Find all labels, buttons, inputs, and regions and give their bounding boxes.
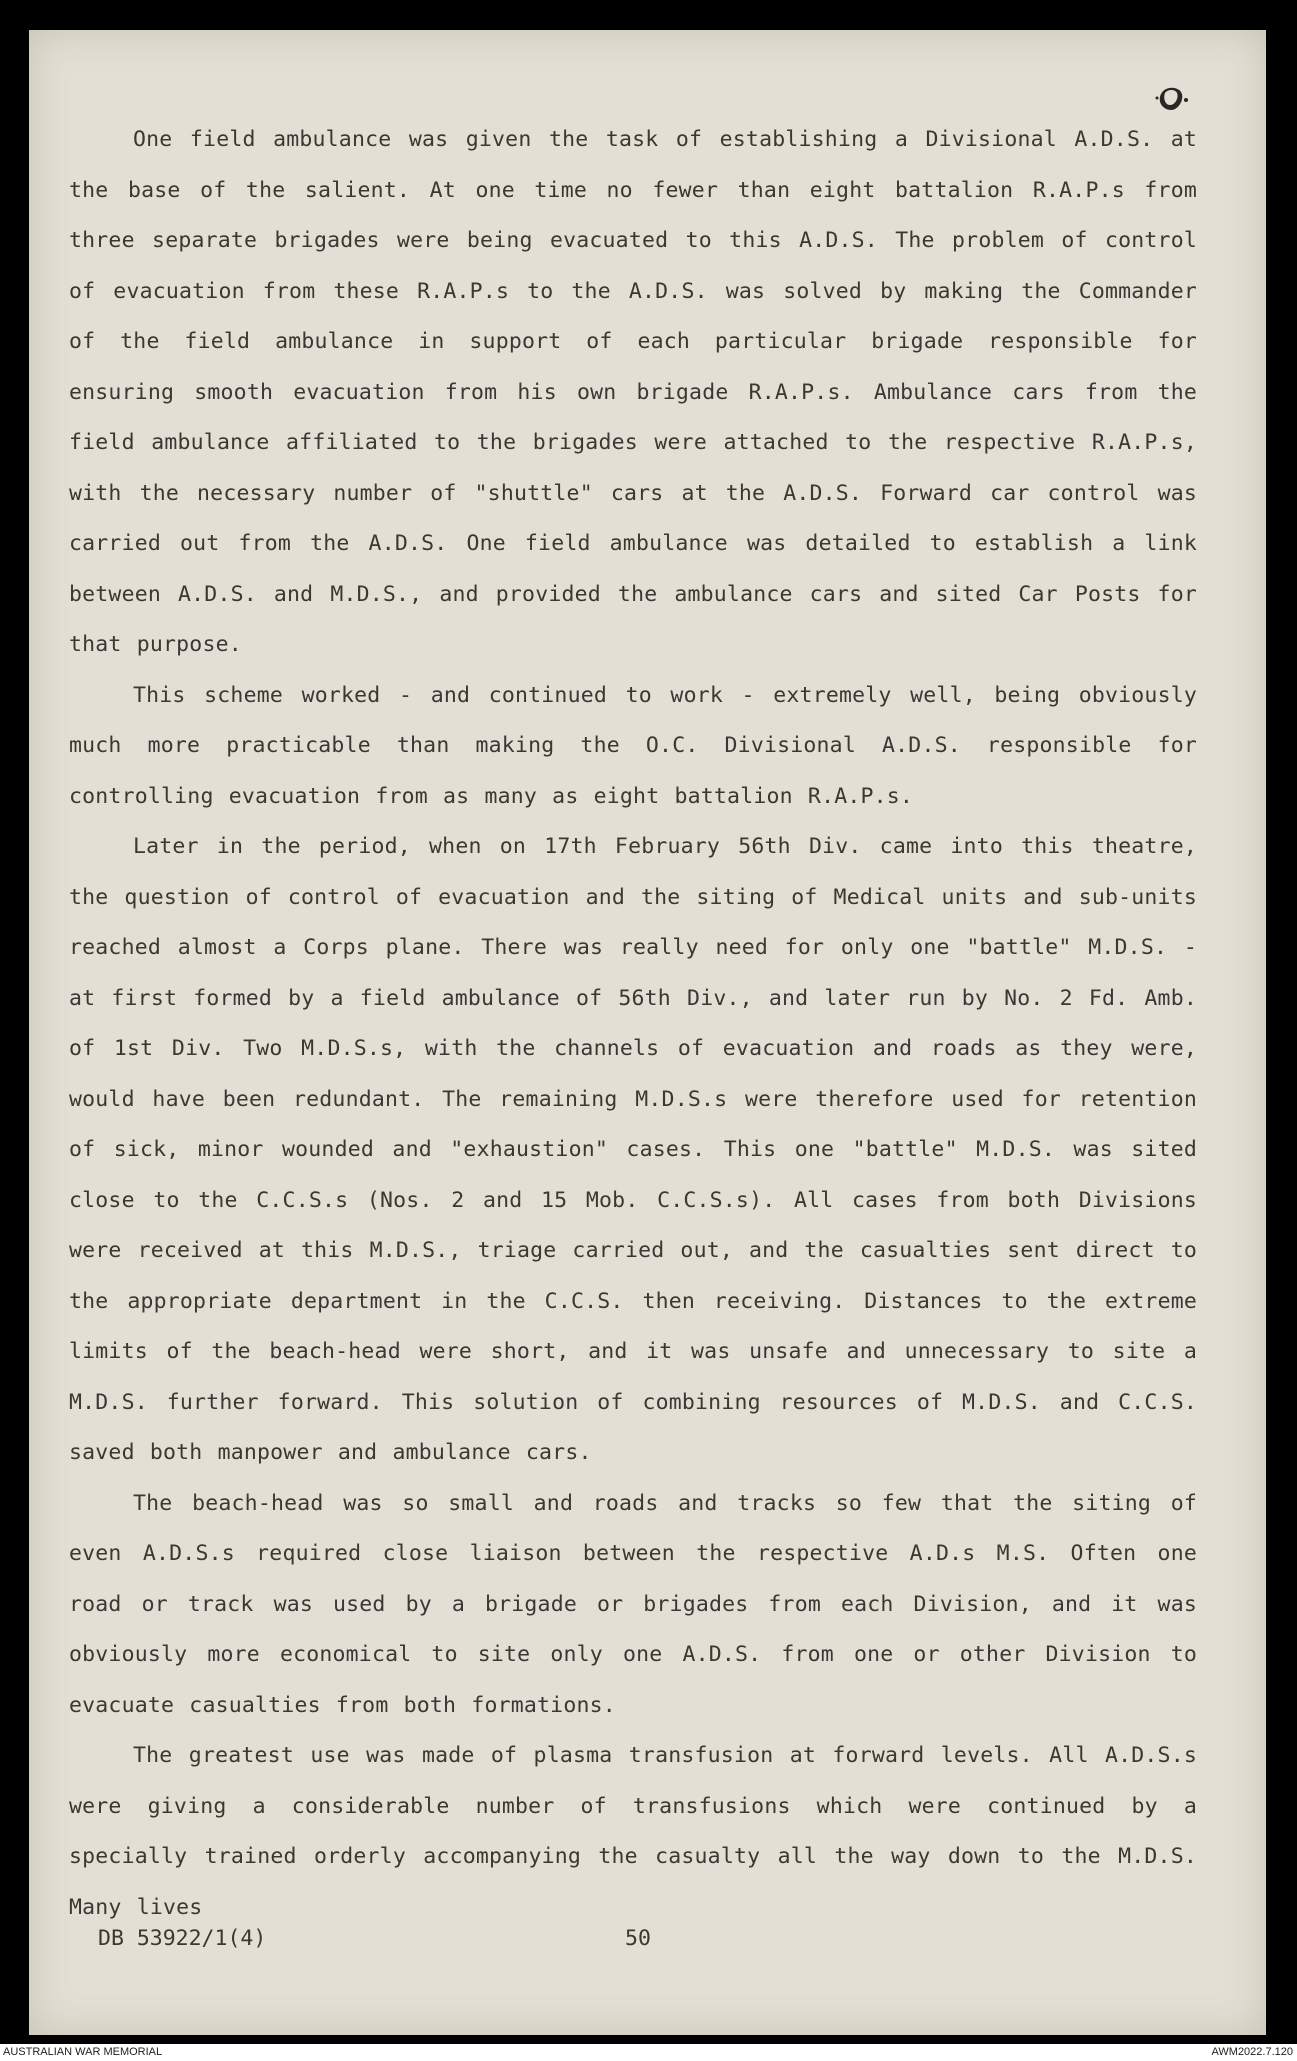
paragraph-4: The beach-head was so small and roads and tracks so few that the siting of even A.D.S.s required close liaison between the respective A.D.s M.S. Often one road or track was used by a brigade or brigades from each Division, and it was obviously more economical to site only one A.D.S. from one or other Division to evacuate casualties from both formations. — [69, 1490, 1197, 1718]
archive-caption-bar — [0, 2044, 1297, 2061]
paragraph-1: One field ambulance was given the task of establishing a Divisional A.D.S. at the base of the salient. At one time no fewer than eight battalion R.A.P.s from three separate brigades were being evacuated to this A.D.S. The problem of control of evacuation from these R.A.P.s to the A.D.S. was solved by making the Commander of the field ambulance in support of each particular brigade responsible for ensuring smooth evacuation from his own brigade R.A.P.s. Ambulance cars from the field ambulance affiliated to the brigades were attached to the respective R.A.P.s, with the necessary number of "shuttle" cars at the A.D.S. Forward car control was carried out from the A.D.S. One field ambulance was detailed to establish a link between A.D.S. and M.D.S., and provided the ambulance cars and sited Car Posts for that purpose. — [69, 127, 1197, 657]
document-body — [69, 115, 1197, 1933]
punch-hole-icon — [1153, 80, 1191, 118]
archive-name: AUSTRALIAN WAR MEMORIAL — [3, 2046, 163, 2058]
paragraph-3: Later in the period, when on 17th February 56th Div. came into this theatre, the question of control of evacuation and the siting of Medical units and sub-units reached almost a Corps plane. There was really need for only one "battle" M.D.S. - at first formed by a field ambulance of 56th Div., and later run by No. 2 Fd. Amb. of 1st Div. Two M.D.S.s, with the channels of evacuation and roads as they were, would have been redundant. The remaining M.D.S.s were therefore used for retention of sick, minor wounded and "exhaustion" cases. This one "battle" M.D.S. was sited close to the C.C.S.s (Nos. 2 and 15 Mob. C.C.S.s). All cases from both Divisions were received at this M.D.S., triage carried out, and the casualties sent direct to the appropriate department in the C.C.S. then receiving. Distances to the extreme limits of the beach-head were short, and it was unsafe and unnecessary to site a M.D.S. further forward. This solution of combining resources of M.D.S. and C.C.S. saved both manpower and ambulance cars. — [69, 834, 1197, 1465]
document-reference: DB 53922/1(4) — [98, 1926, 267, 1951]
archive-item-id: AWM2022.7.120 — [1211, 2046, 1293, 2058]
paragraph-5: The greatest use was made of plasma transfusion at forward levels. All A.D.S.s were giving a considerable number of transfusions which were continued by a specially trained orderly accompanying the casualty all the way down to the M.D.S. Many lives — [69, 1743, 1197, 1920]
page-number: 50 — [625, 1926, 651, 1951]
paragraph-2: This scheme worked - and continued to work - extremely well, being obviously much more practicable than making the O.C. Divisional A.D.S. responsible for controlling evacuation from as many as eight battalion R.A.P.s. — [69, 682, 1197, 809]
